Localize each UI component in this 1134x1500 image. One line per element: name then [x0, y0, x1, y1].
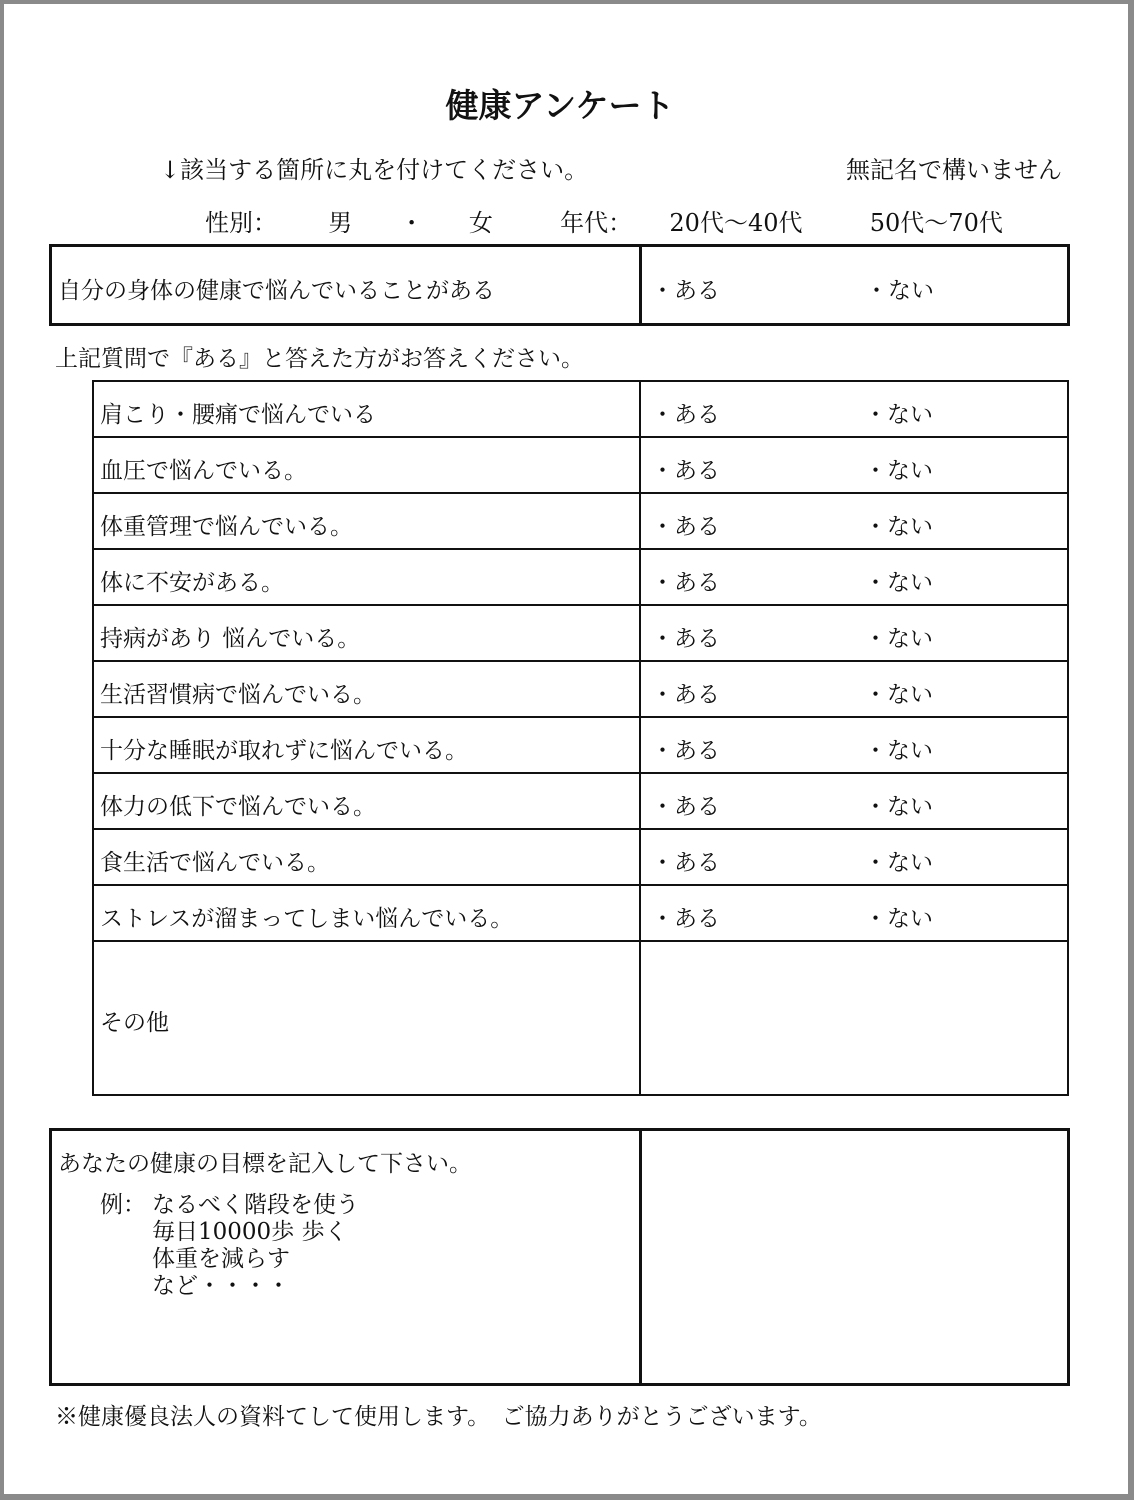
- table-row: [94, 718, 1067, 774]
- table-row: [94, 494, 1067, 550]
- other-row: [94, 942, 1067, 1096]
- goal-answer-field[interactable]: [642, 1131, 1067, 1383]
- question-text: 持病があり 悩んでいる。: [100, 626, 361, 652]
- yes-option[interactable]: ・ある: [651, 850, 720, 876]
- main-question-no-option[interactable]: ・ない: [865, 278, 934, 304]
- no-option[interactable]: ・ない: [864, 626, 933, 652]
- question-text: 食生活で悩んでいる。: [100, 850, 330, 876]
- no-option[interactable]: ・ない: [864, 402, 933, 428]
- no-option[interactable]: ・ない: [864, 738, 933, 764]
- example-item: 毎日10000歩 歩く: [152, 1219, 348, 1245]
- main-question-divider: [639, 247, 642, 323]
- no-option[interactable]: ・ない: [864, 682, 933, 708]
- yes-option[interactable]: ・ある: [651, 570, 720, 596]
- page-title: 健康アンケート: [445, 86, 675, 125]
- gender-female-option[interactable]: 女: [468, 209, 493, 237]
- gender-male-option[interactable]: 男: [328, 209, 353, 237]
- no-option[interactable]: ・ない: [864, 570, 933, 596]
- other-label: その他: [100, 1010, 169, 1036]
- table-row: [94, 774, 1067, 830]
- anonymous-note: 無記名で構いません: [846, 156, 1062, 184]
- table-row: [94, 662, 1067, 718]
- no-option[interactable]: ・ない: [864, 850, 933, 876]
- goal-prompt: あなたの健康の目標を記入して下さい。: [58, 1151, 472, 1177]
- question-text: 体力の低下で悩んでいる。: [100, 794, 376, 820]
- goal-box: [49, 1128, 1070, 1386]
- question-text: ストレスが溜まってしまい悩んでいる。: [100, 906, 514, 932]
- yes-option[interactable]: ・ある: [651, 458, 720, 484]
- question-text: 十分な睡眠が取れずに悩んでいる。: [100, 738, 468, 764]
- no-option[interactable]: ・ない: [864, 458, 933, 484]
- no-option[interactable]: ・ない: [864, 906, 933, 932]
- no-option[interactable]: ・ない: [864, 794, 933, 820]
- age-option-20-40[interactable]: 20代～40代: [669, 209, 803, 237]
- age-label: 年代：: [560, 209, 633, 237]
- yes-option[interactable]: ・ある: [651, 738, 720, 764]
- example-item: など・・・・: [152, 1273, 290, 1299]
- other-answer-field[interactable]: [641, 942, 1067, 1094]
- table-row: [94, 550, 1067, 606]
- no-option[interactable]: ・ない: [864, 514, 933, 540]
- example-item: 体重を減らす: [152, 1246, 290, 1272]
- question-text: 生活習慣病で悩んでいる。: [100, 682, 376, 708]
- gender-separator: ・: [399, 209, 424, 237]
- sub-question-table: [92, 380, 1069, 1096]
- main-question-box: [49, 244, 1070, 326]
- main-question-text: 自分の身体の健康で悩んでいることがある: [58, 278, 495, 304]
- yes-option[interactable]: ・ある: [651, 682, 720, 708]
- table-row: [94, 438, 1067, 494]
- age-option-50-70[interactable]: 50代～70代: [869, 209, 1003, 237]
- yes-option[interactable]: ・ある: [651, 906, 720, 932]
- question-text: 体重管理で悩んでいる。: [100, 514, 353, 540]
- yes-option[interactable]: ・ある: [651, 794, 720, 820]
- table-row: [94, 886, 1067, 942]
- instruction-text: ↓該当する箇所に丸を付けてください。: [160, 156, 589, 184]
- main-question-yes-option[interactable]: ・ある: [651, 278, 720, 304]
- yes-option[interactable]: ・ある: [651, 514, 720, 540]
- table-row: [94, 606, 1067, 662]
- table-row: [94, 830, 1067, 886]
- yes-option[interactable]: ・ある: [651, 402, 720, 428]
- question-text: 体に不安がある。: [100, 570, 284, 596]
- example-label: 例：: [100, 1192, 146, 1218]
- question-text: 肩こり・腰痛で悩んでいる: [100, 402, 376, 428]
- yes-option[interactable]: ・ある: [651, 626, 720, 652]
- example-item: なるべく階段を使う: [152, 1192, 359, 1218]
- footer-note: ※健康優良法人の資料てして使用します。 ご協力ありがとうございます。: [55, 1404, 822, 1430]
- table-row: [94, 382, 1067, 438]
- sub-question-note: 上記質問で『ある』と答えた方がお答えください。: [55, 346, 584, 372]
- demographics-line: [205, 203, 1003, 238]
- gender-label: 性別：: [205, 209, 277, 237]
- question-text: 血圧で悩んでいる。: [100, 458, 307, 484]
